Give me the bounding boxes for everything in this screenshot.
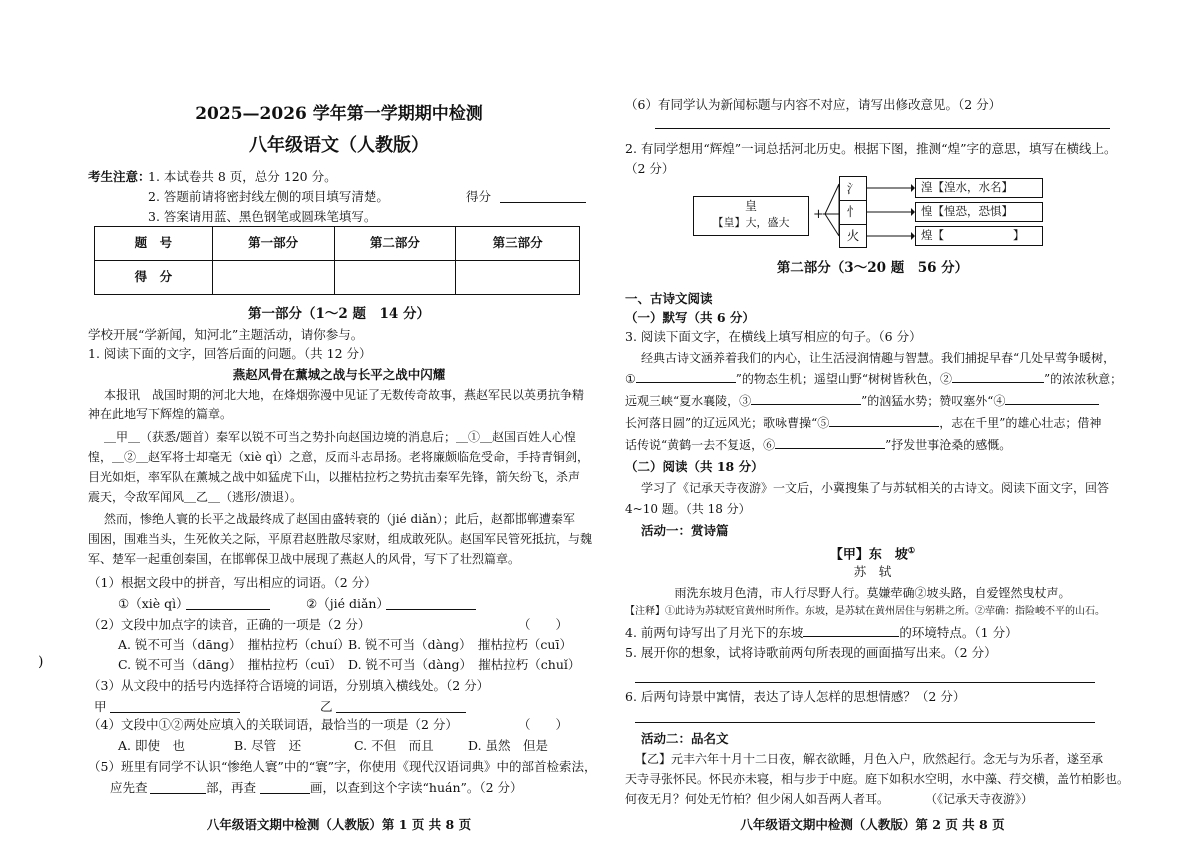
score-blank[interactable]: [500, 202, 586, 203]
passage-line: 学习了《记承天寺夜游》一文后，小冀搜集了与苏轼相关的古诗文。阅读下面文字，回答: [641, 481, 1110, 495]
answer-blank[interactable]: [803, 624, 899, 637]
score-cell[interactable]: [456, 261, 580, 295]
sub-question-4: （4）文段中①②两处应填入的关联词语，最恰当的一项是（2 分）: [88, 717, 458, 732]
article-line: 震天，令敌军闻风＿乙＿（逃形/溃退）。: [88, 490, 303, 504]
notice-item: 2. 答题前请将密封线左侧的项目填写清楚。: [148, 189, 389, 204]
blank-label-jia: 甲: [94, 699, 107, 714]
question-6-poem: 6. 后两句诗景中寓情，表达了诗人怎样的思想情感？（2 分）: [625, 689, 966, 704]
table-header: 第一部分: [212, 227, 334, 261]
passage-line: 4~10 题。（共 18 分）: [625, 502, 751, 516]
diagram-arrows: [867, 176, 915, 248]
poem-title-text: 【甲】东 坡: [829, 547, 908, 563]
question-1: 1. 阅读下面的文字，回答后面的问题。（共 12 分）: [88, 346, 372, 361]
question-text: 的环境特点。（1 分）: [899, 625, 1018, 640]
pinyin-prompt: ②（jié diǎn）: [306, 596, 389, 611]
answer-line[interactable]: [635, 682, 1095, 683]
radical-heart: 忄: [846, 204, 860, 219]
activity-heading: 活动二：品名文: [641, 731, 729, 746]
answer-blank[interactable]: [150, 793, 206, 794]
table-header: 第三部分: [456, 227, 580, 261]
sub-question-5: （5）班里有同学不认识“惨绝人寰”中的“寰”字，你使用《现代汉语词典》中的部首检索法，: [88, 759, 597, 774]
result-fire: 煌【 】: [921, 228, 1025, 242]
option-b: B. 尽管 还: [234, 738, 302, 753]
article-title: 燕赵风骨在薰城之战与长平之战中闪耀: [232, 367, 446, 382]
question-6: （6）有同学认为新闻标题与内容不对应，请写出修改意见。（2 分）: [625, 97, 1002, 112]
notice-item: 1. 本试卷共 8 页，总分 120 分。: [148, 169, 337, 184]
passage-text: 长河落日圆”的辽远风光；歌咏曹操“⑤: [625, 416, 830, 430]
passage-text: ”抒发世事沧桑的感慨。: [885, 438, 1012, 452]
divider: [839, 200, 867, 201]
answer-blank[interactable]: [751, 392, 861, 405]
prose-line: 天寺寻张怀民。怀民亦未寝，相与步于中庭。庭下如积水空明，水中藻、荇交横，盖竹柏影也。: [625, 772, 1130, 786]
article-line: 神在此地写下辉煌的篇章。: [88, 407, 233, 421]
diagram-plus: +: [813, 207, 824, 222]
prose-line: 【乙】元丰六年十月十二日夜，解衣欲睡，月色入户，欣然起行。念无与为乐者，遂至承: [635, 752, 1104, 766]
option-a: A. 即使 也: [118, 738, 185, 753]
sub-question-1: （1）根据文段中的拼音，写出相应的词语。（2 分）: [88, 575, 377, 590]
prose-line: 何夜无月？何处无竹柏？但少闲人如吾两人者耳。 （《记承天寺夜游》）: [625, 792, 1034, 806]
radical-fire: 火: [846, 228, 860, 243]
poem-text: 雨洗东坡月色清，市人行尽野人行。莫嫌荦确②坡头路，自爱铿然曳杖声。: [674, 586, 1071, 600]
passage-line: [625, 370, 1122, 388]
question-5: 5. 展开你的想象，试将诗歌前两句所表现的画面描写出来。（2 分）: [625, 645, 997, 660]
answer-blank[interactable]: [386, 609, 476, 610]
passage-line: 经典古诗文涵养着我们的内心，让生活浸润情趣与智慧。我们捕捉早春“几处早莺争暖树，: [641, 351, 1116, 365]
passage-text: ”的汹猛水势；赞叹塞外“④: [861, 394, 1006, 408]
question-text: 4. 前两句诗写出了月光下的东坡: [625, 625, 804, 640]
table-header: 得 分: [95, 261, 213, 295]
answer-blank[interactable]: [775, 436, 885, 449]
page-footer: 八年级语文期中检测（人教版）第 1 页 共 8 页: [206, 817, 472, 832]
table-header: 第二部分: [334, 227, 456, 261]
answer-paren[interactable]: （ ）: [518, 617, 569, 632]
passage-text: ”的物态生机；遥望山野“树树皆秋色，②: [735, 372, 953, 386]
answer-blank[interactable]: [110, 712, 240, 713]
page-1: [88, 0, 597, 849]
question-text: 画，以查到这个字读“huán”。（2 分）: [310, 780, 523, 795]
blank-number: ①: [625, 372, 636, 386]
table-row: [95, 227, 580, 261]
page-footer: 八年级语文期中检测（人教版）第 2 页 共 8 页: [740, 817, 1005, 832]
answer-line[interactable]: [655, 128, 1110, 129]
activity-heading: 活动一：赏诗篇: [641, 523, 729, 538]
part1-title: 第一部分（1～2 题 14 分）: [248, 306, 430, 322]
section-heading: 一、古诗文阅读: [625, 291, 713, 306]
result-heart: 惶【惶恐，恐惧】: [921, 204, 1013, 218]
passage-line: [625, 414, 1101, 432]
passage-text: 远观三峡“夏水襄陵，③: [625, 394, 752, 408]
option-c: C. 不但 而且: [354, 738, 434, 753]
score-label: 得分: [466, 189, 492, 204]
option-b: B. 锐不可当（dàng） 摧枯拉朽（cuī）: [348, 637, 572, 652]
article-line: 然而，惨绝人寰的长平之战最终成了赵国由盛转衰的（jié diǎn）；此后，赵都邯郸遭秦军: [104, 512, 575, 526]
answer-blank[interactable]: [952, 370, 1044, 383]
blank-label-yi: 乙: [320, 699, 333, 714]
passage-line: [625, 436, 1011, 454]
article-line: 目光如炬，率军队在薰城之战中如猛虎下山，以摧枯拉朽之势抗击秦军先锋，箭矢纷飞，杀声: [88, 470, 581, 484]
passage-text: ”的浓浓秋意；: [1044, 372, 1123, 386]
score-cell[interactable]: [212, 261, 334, 295]
question-2: 2. 有同学想用“辉煌”一词总括河北历史。根据下图，推测“煌”字的意思，填写在横线上。: [625, 141, 1117, 156]
diagram-root-char: 皇: [744, 199, 757, 213]
answer-paren[interactable]: （ ）: [518, 717, 569, 732]
passage-line: [625, 392, 1099, 410]
option-a: A. 锐不可当（dāng） 摧枯拉朽（chuí）: [118, 637, 350, 652]
answer-blank[interactable]: [1005, 392, 1099, 405]
sub-question-2: （2）文段中加点字的读音，正确的一项是（2 分）: [88, 617, 371, 632]
exam-subtitle: 八年级语文（人教版）: [249, 135, 429, 156]
answer-blank[interactable]: [336, 712, 466, 713]
divider: [839, 224, 867, 225]
question-3: 3. 阅读下面文字，在横线上填写相应的句子。（6 分）: [625, 329, 922, 344]
article-line: 惶，＿②＿赵军将士却毫无（xiè qì）之意，反而斗志昂扬。老将廉颇临危受命，手持青铜剑，: [88, 450, 590, 464]
page-2: [625, 0, 1130, 849]
article-line: ＿甲＿（获悉/题首）秦军以锐不可当之势扑向赵国边境的消息后；＿①＿赵国百姓人心惶: [104, 430, 577, 444]
answer-blank[interactable]: [260, 793, 310, 794]
article-line: 围困，围难当头，生死攸关之际，平原君赵胜散尽家财，组成敢死队。赵国军民管死抵抗，与魏: [88, 532, 593, 546]
section-heading: （一）默写（共 6 分）: [625, 310, 755, 325]
passage-text: 话传说“黄鹤一去不复返，⑥: [625, 438, 776, 452]
exam-title: 2025—2026 学年第一学期期中检测: [195, 104, 483, 124]
option-d: D. 虽然 但是: [468, 738, 549, 753]
question-text: 应先查: [110, 780, 148, 795]
article-line: 军、楚军一起重创秦国，在邯郸保卫战中展现了燕赵人的风骨，写下了壮烈篇章。: [88, 552, 521, 566]
section-heading: （二）阅读（共 18 分）: [625, 459, 764, 474]
answer-blank[interactable]: [186, 609, 270, 610]
footnote-mark: ①: [907, 545, 916, 555]
intro-text: 学校开展“学新闻，知河北”主题活动，请你参与。: [88, 327, 364, 342]
score-cell[interactable]: [334, 261, 456, 295]
notice-item: 3. 答案请用蓝、黑色钢笔或圆珠笔填写。: [148, 209, 377, 224]
diagram-root-meaning: 【皇】大，盛大: [712, 216, 790, 229]
poem-author: 苏 轼: [853, 564, 892, 579]
question-4: [625, 624, 1018, 643]
passage-text: ，志在千里”的雄心壮志；借神: [939, 416, 1102, 430]
poem-title: [625, 544, 1120, 565]
question-2-score: （2 分）: [625, 161, 675, 176]
article-line: 本报讯 战国时期的河北大地，在烽烟弥漫中见证了无数传奇故事，燕赵军民以英勇抗争精: [104, 388, 585, 402]
part2-title: 第二部分（3～20 题 56 分）: [776, 260, 969, 276]
table-header: 题 号: [95, 227, 213, 261]
question-text: 部，再查: [206, 780, 257, 795]
answer-blank[interactable]: [636, 370, 736, 383]
notice-label: 考生注意：: [88, 169, 151, 184]
result-water: 湟【湟水，水名】: [921, 180, 1013, 194]
margin-mark: ): [38, 654, 44, 670]
sub-question-3: （3）从文段中的括号内选择符合语境的词语，分别填入横线处。（2 分）: [88, 678, 490, 693]
pinyin-prompt: ①（xiè qì）: [118, 596, 189, 611]
table-row: [95, 261, 580, 295]
option-c: C. 锐不可当（dāng） 摧枯拉朽（cuī）: [118, 657, 342, 672]
answer-line[interactable]: [635, 722, 1095, 723]
score-table: [94, 226, 580, 295]
answer-blank[interactable]: [829, 414, 939, 427]
radical-water: 氵: [846, 181, 860, 196]
option-d: D. 锐不可当（dàng） 摧枯拉朽（chuǐ）: [348, 657, 581, 672]
poem-note: 【注释】①此诗为苏轼贬官黄州时所作。东坡，是苏轼在黄州居住与躬耕之所。②荦确：指险峻不平的山石。: [625, 606, 1105, 617]
